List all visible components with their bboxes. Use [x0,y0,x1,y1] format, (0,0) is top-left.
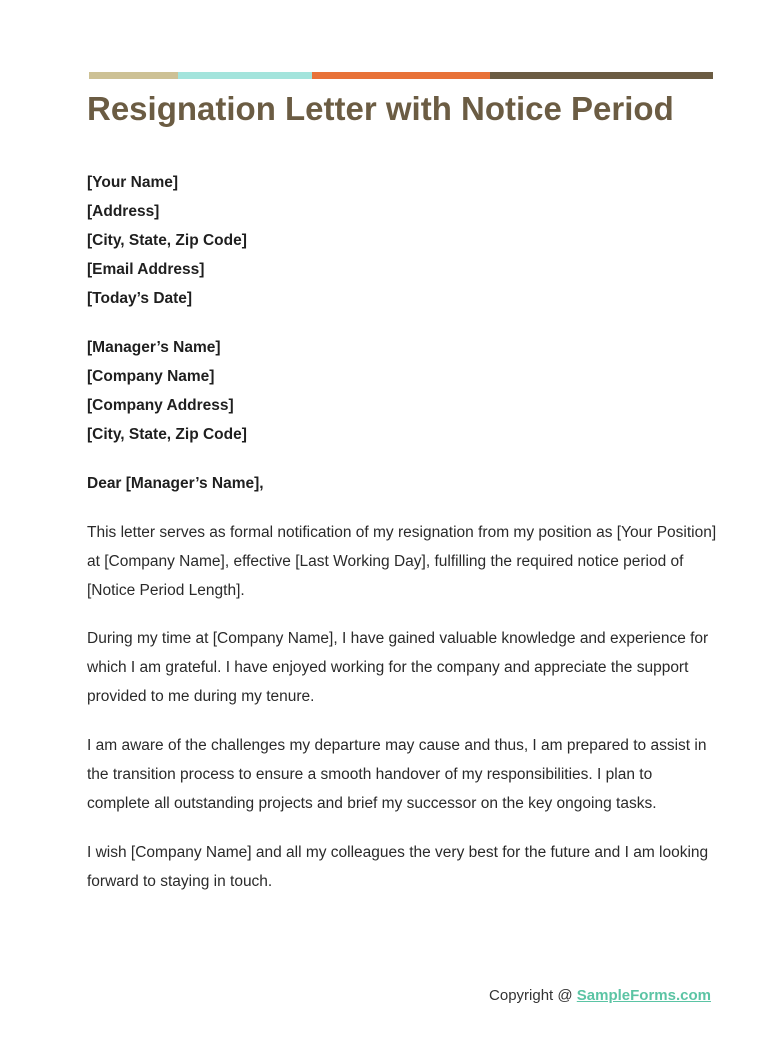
sampleforms-link[interactable]: SampleForms.com [576,987,711,1004]
sender-email: [Email Address] [87,261,205,278]
copyright-label: Copyright @ [489,987,577,1004]
sender-name: [Your Name] [87,174,179,191]
body-paragraph-closing: I wish [Company Name] and all my colleagues the very best for the future and I am looking forward to staying in touch. [87,844,709,890]
recipient-city-state-zip: [City, State, Zip Code] [87,426,247,443]
salutation-block [87,469,717,498]
color-bar-segment-brown [490,72,713,79]
decorative-color-bar [89,72,713,79]
sender-address-block [87,168,717,313]
recipient-manager-name: [Manager’s Name] [87,339,221,356]
copyright-footer [489,985,711,1007]
color-bar-segment-mint [178,72,312,79]
color-bar-segment-tan [89,72,178,79]
sender-city-state-zip: [City, State, Zip Code] [87,232,247,249]
body-paragraph-transition: I am aware of the challenges my departure may cause and thus, I am prepared to assist in the transition process to ensure a smooth handover of my responsibilities. I plan to complete all outstanding projects and brief my successor on the key ongoing tasks. [87,737,707,812]
body-paragraph-gratitude: During my time at [Company Name], I have gained valuable knowledge and experience for which I am grateful. I have enjoyed working for the company and appreciate the support provided to me during my tenure. [87,630,709,705]
recipient-address-block [87,333,717,449]
sender-address: [Address] [87,203,160,220]
recipient-company-name: [Company Name] [87,368,215,385]
sender-date: [Today’s Date] [87,290,193,307]
page-title: Resignation Letter with Notice Period [87,90,674,127]
recipient-company-address: [Company Address] [87,397,234,414]
salutation: Dear [Manager’s Name], [87,475,264,492]
body-paragraph-notification: This letter serves as formal notification of my resignation from my position as [Your Position] at [Company Name], effective [Last Working Day], fulfilling the required notice period of [Notice Period Length]. [87,524,717,599]
color-bar-segment-orange [312,72,490,79]
